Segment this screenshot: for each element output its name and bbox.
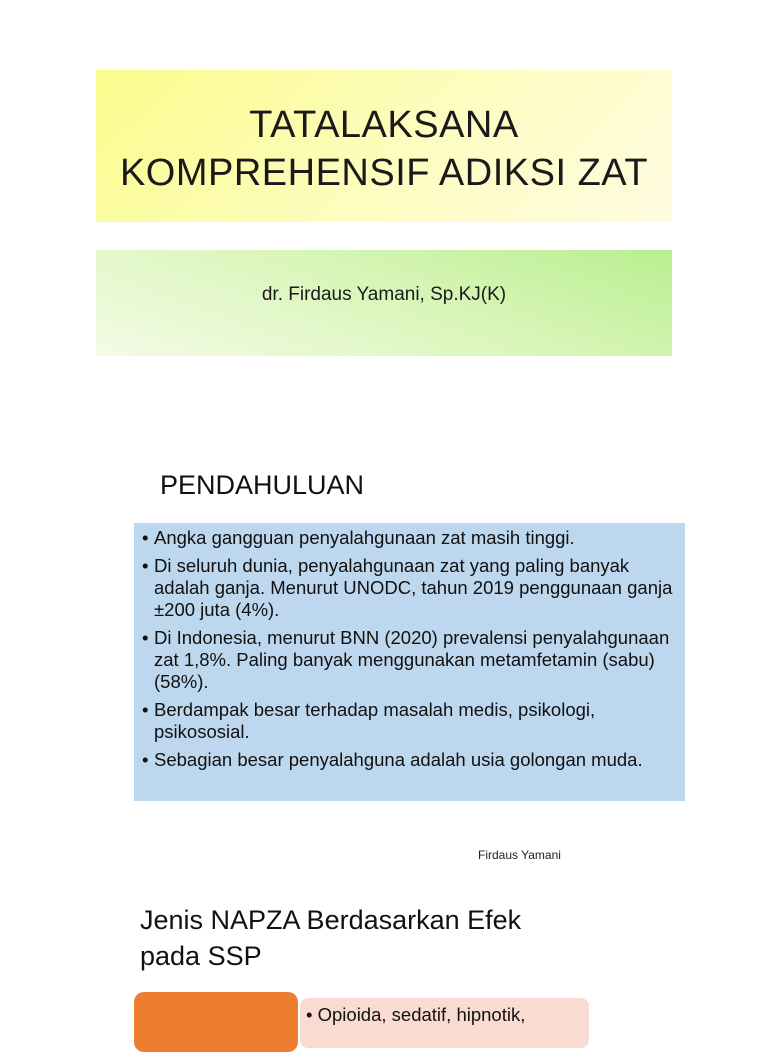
- bullet-item: • Di Indonesia, menurut BNN (2020) prevalensi penyalahgunaan zat 1,8%. Paling banyak menggunakan metamfetamin (sabu) (58%).: [142, 627, 675, 693]
- bullet-item: • Sebagian besar penyalahguna adalah usia golongan muda.: [142, 749, 675, 771]
- category-box-orange: [134, 992, 298, 1052]
- bullet-list: [142, 527, 675, 771]
- category-items-box: [300, 998, 589, 1048]
- section-heading-pendahuluan: PENDAHULUAN: [160, 470, 365, 500]
- section-heading-jenis-napza: Jenis NAPZA Berdasarkan Efek pada SSP: [140, 905, 522, 971]
- author-name: dr. Firdaus Yamani, Sp.KJ(K): [261, 284, 507, 305]
- title-box: [96, 70, 672, 222]
- content-box: [134, 523, 685, 801]
- bullet-item: • Angka gangguan penyalahgunaan zat masih tinggi.: [142, 527, 675, 549]
- author-box: [96, 250, 672, 356]
- category-item-text: • Opioida, sedatif, hipnotik,: [306, 1004, 526, 1025]
- slide-footer-author: Firdaus Yamani: [478, 848, 561, 862]
- bullet-item: • Di seluruh dunia, penyalahgunaan zat yang paling banyak adalah ganja. Menurut UNODC, tahun 2019 penggunaan ganja ±200 juta (4%).: [142, 555, 675, 621]
- title-line-1: TATALAKSANA: [249, 104, 519, 146]
- bullet-item: • Berdampak besar terhadap masalah medis, psikologi, psikososial.: [142, 699, 675, 743]
- title-line-2: KOMPREHENSIF ADIKSI ZAT: [119, 152, 649, 194]
